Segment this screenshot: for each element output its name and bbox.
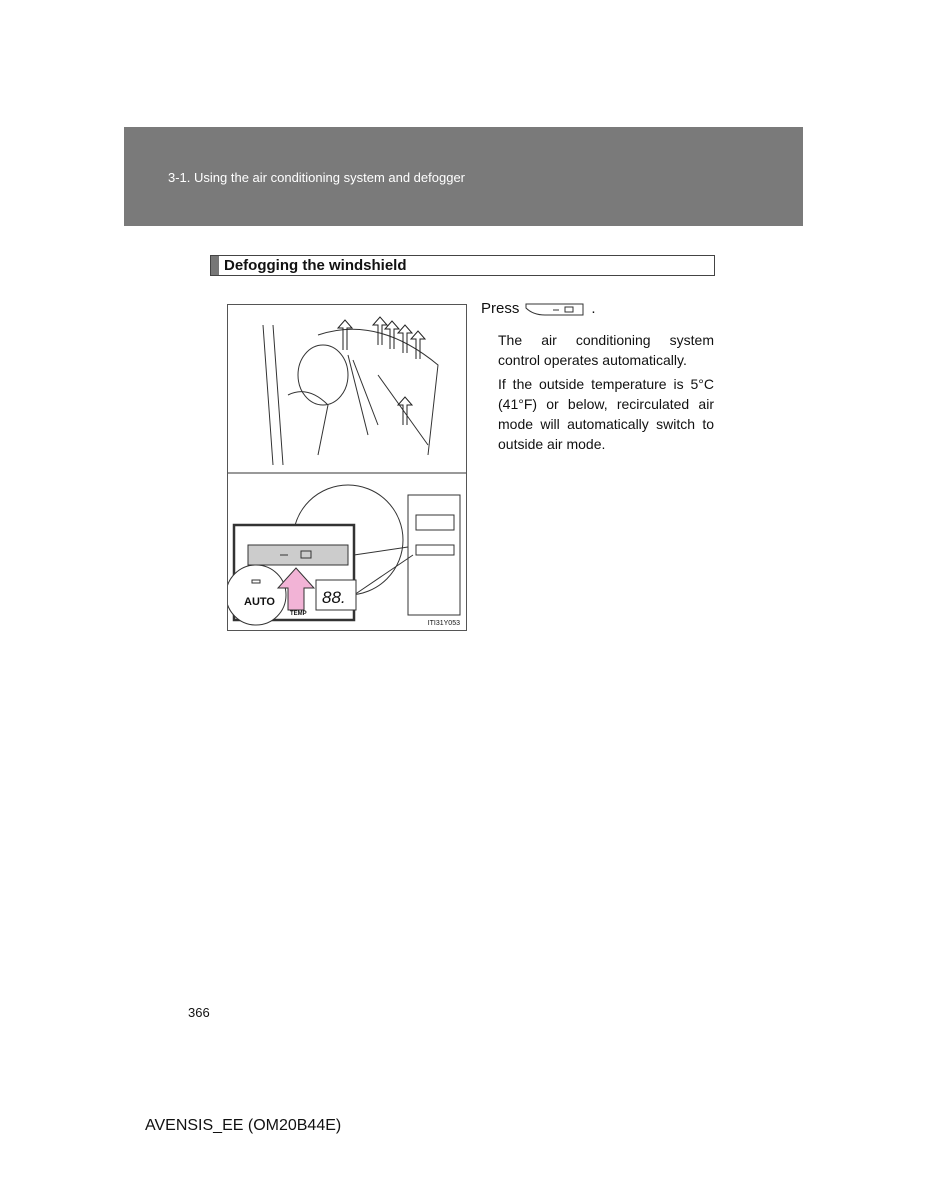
defogger-illustration [227,304,467,631]
paragraph-outside-air: If the outside temperature is 5°C (41°F) or below, recirculated air mode will automatically switch to outside air mode. [498,376,714,452]
footer-model: AVENSIS_EE (OM20B44E) [145,1117,342,1134]
section-heading [210,255,715,276]
windshield-defogger-button-icon [525,302,585,316]
car-interior-drawing [228,305,466,630]
paragraph-auto: The air conditioning system control operates automatically. [498,332,714,368]
temp-display: 88. [322,588,346,607]
chapter-header [124,127,803,226]
press-instruction [481,300,596,317]
chapter-title: 3-1. Using the air conditioning system and defogger [168,170,466,185]
section-title: Defogging the windshield [224,257,407,274]
heading-marker [211,256,219,275]
temp-label: TEMP [290,611,307,617]
airflow-arrows-icon [338,317,425,425]
figure-code: ITI31Y053 [427,620,460,627]
press-label: Press [481,300,520,317]
auto-label: AUTO [244,596,275,608]
page-number: 366 [188,1005,210,1020]
press-period: . [591,300,596,317]
